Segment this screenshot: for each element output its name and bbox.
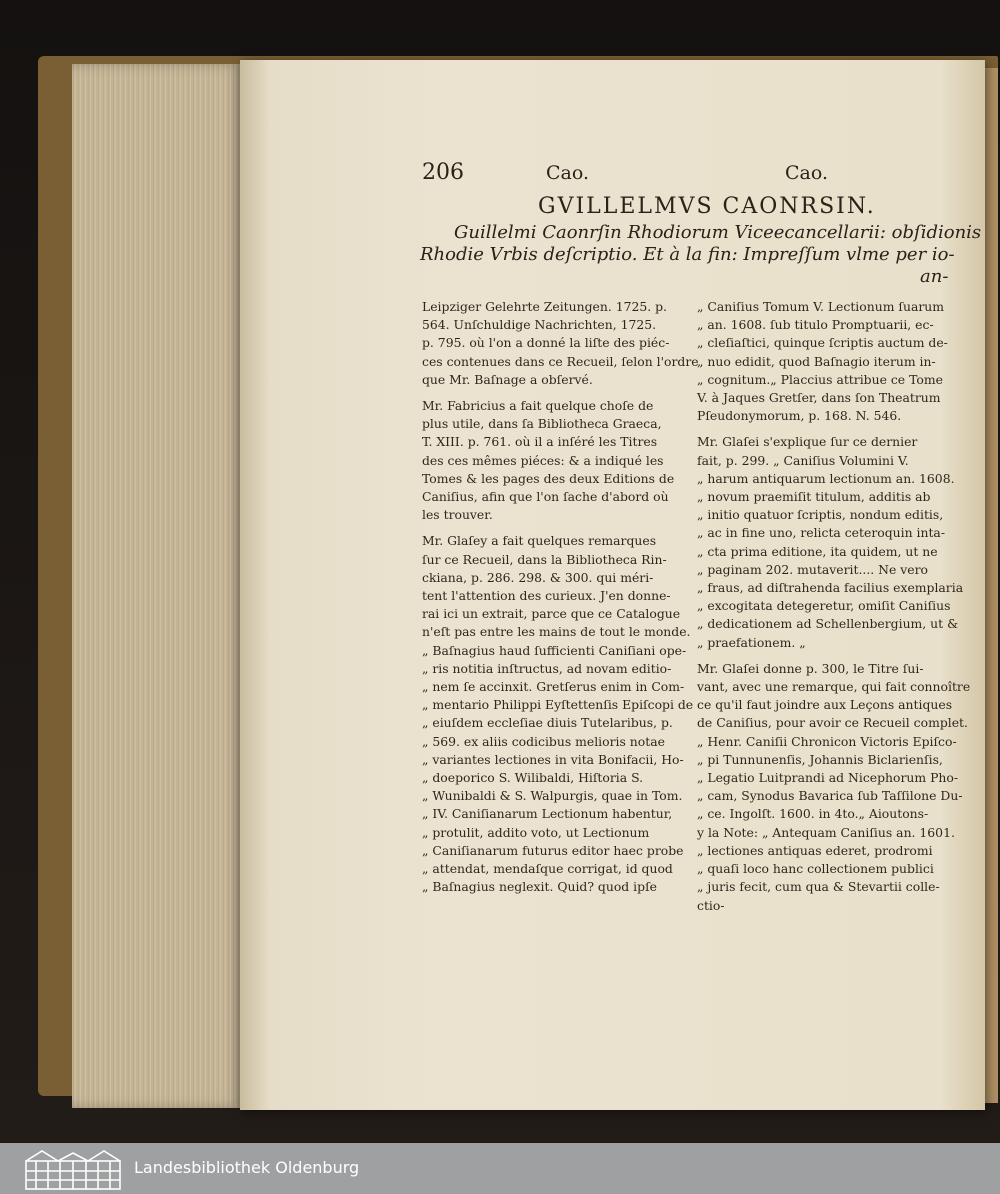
text-line: „ Caniſianarum futurus editor haec probe <box>422 842 684 858</box>
text-line: „ Caniſius Tomum V. Lectionum ſuarum <box>697 299 944 314</box>
text-line: „ juris fecit, cum qua & Stevartii colle- <box>697 879 940 895</box>
text-line: rai ici un extrait, parce que ce Catalogue <box>422 606 681 622</box>
text-line: fait, p. 299. „ Caniſius Volumini V. <box>697 452 909 468</box>
text-line: „ lectiones antiquas ederet, prodromi <box>697 842 933 858</box>
text-line: „ 569. ex aliis codicibus melioris notae <box>422 733 665 749</box>
text-line: plus utile, dans ſa Bibliotheca Graeca, <box>422 416 662 432</box>
running-header-left: Cao. <box>546 162 590 184</box>
page-number: 206 <box>422 160 464 185</box>
text-line: „ excogitata detegeretur, omiſit Caniſius <box>697 598 951 614</box>
page-edges <box>72 64 244 1108</box>
text-line: „ eiuſdem eccleſiae diuis Tutelaribus, p. <box>422 715 673 731</box>
text-line: ces contenues dans ce Recueil, ſelon l'ordre <box>422 353 699 369</box>
text-line: Mr. Glaſei donne p. 300, le Titre ſui- <box>697 660 924 676</box>
text-line: que Mr. Baſnage a obſervé. <box>422 371 593 387</box>
text-line: ce qu'il faut joindre aux Leçons antiques <box>697 697 953 713</box>
text-line: les trouver. <box>422 507 493 523</box>
text-line: „ Baſnagius haud ſufficienti Caniſiani ope- <box>422 642 687 658</box>
text-line: „ nuo edidit, quod Baſnagio iterum in- <box>697 353 936 369</box>
text-line: „ cta prima editione, ita quidem, ut ne <box>697 543 938 559</box>
text-line: p. 795. où l'on a donné la liſte des piéc- <box>422 335 670 351</box>
library-building-icon <box>22 1147 124 1191</box>
text-line: „ ac in fine uno, relicta ceteroquin inta- <box>697 525 946 541</box>
entry-subtitle-line: Rhodie Vrbis deſcriptio. Et à la fin: Impreſſum vlme per io- <box>420 244 955 265</box>
text-line: „ IV. Caniſianarum Lectionum habentur, <box>422 806 673 822</box>
text-line: „ Legatio Luitprandi ad Nicephorum Pho- <box>697 770 959 786</box>
right-cover-edge <box>984 68 998 1103</box>
text-line: Mr. Fabricius a fait quelque choſe de <box>422 398 654 414</box>
text-line: „ mentario Philippi Eyſtettenſis Epiſcopi de <box>422 697 694 713</box>
text-line: „ ris notitia inſtructus, ad novam editio- <box>422 660 672 676</box>
text-line: de Caniſius, pour avoir ce Recueil complet. <box>697 715 968 731</box>
text-line: „ paginam 202. mutaverit.... Ne vero <box>697 561 928 577</box>
entry-subtitle-line: an- <box>920 266 949 287</box>
paragraph <box>697 660 971 915</box>
text-line: „ Baſnagius neglexit. Quid? quod ipſe <box>422 879 657 895</box>
text-line: n'eſt pas entre les mains de tout le monde. <box>422 624 691 640</box>
text-line: „ attendat, mendaſque corrigat, id quod <box>422 861 673 877</box>
text-line: Mr. Glaſei s'explique ſur ce dernier <box>697 434 918 450</box>
text-line: „ cam, Synodus Bavarica ſub Taſſilone Du- <box>697 788 963 804</box>
text-line: „ quaſi loco hanc collectionem publici <box>697 861 934 877</box>
text-line: Caniſius, afin que l'on ſache d'abord où <box>422 489 669 505</box>
text-line: „ cognitum.„ Placcius attribue ce Tome <box>697 371 943 387</box>
text-line: Mr. Glaſey a fait quelques remarques <box>422 533 657 549</box>
text-line: „ pi Tunnunenſis, Johannis Biclarienſis, <box>697 751 943 767</box>
text-line: des ces mêmes piéces: & a indiqué les <box>422 452 664 468</box>
text-line: „ initio quatuor ſcriptis, nondum editis, <box>697 507 944 523</box>
text-line: „ doeporico S. Wilibaldi, Hiſtoria S. <box>422 770 644 786</box>
running-header-right: Cao. <box>785 162 829 184</box>
text-line: y la Note: „ Antequam Caniſius an. 1601. <box>697 824 955 840</box>
text-line: „ cleſiaſtici, quinque ſcriptis auctum de- <box>697 335 948 351</box>
text-line: „ Henr. Caniſii Chronicon Victoris Epiſco- <box>697 733 957 749</box>
paragraph <box>422 397 680 524</box>
text-line: V. à Jaques Gretſer, dans ſon Theatrum <box>697 390 941 406</box>
library-name: Landesbibliothek Oldenburg <box>134 1158 360 1177</box>
library-footer-bar <box>0 1143 1000 1194</box>
text-line: vant, avec une remarque, qui fait connoître <box>697 679 971 695</box>
text-line: „ Wunibaldi & S. Walpurgis, quae in Tom. <box>422 788 683 804</box>
text-line: „ dedicationem ad Schellenbergium, ut & <box>697 616 959 632</box>
text-line: Pſeudonymorum, p. 168. N. 546. <box>697 408 902 424</box>
text-line: ſur ce Recueil, dans la Bibliotheca Rin- <box>422 551 667 567</box>
text-line: „ praefationem. „ <box>697 634 806 650</box>
text-line: „ nem ſe accinxit. Gretſerus enim in Com- <box>422 679 685 695</box>
entry-subtitle-line: Guillelmi Caonrſin Rhodiorum Viceecancellarii: obſidionis <box>454 222 982 243</box>
text-line: „ an. 1608. ſub titulo Promptuarii, ec- <box>697 317 934 333</box>
paragraph <box>422 532 694 896</box>
paragraph <box>697 298 948 425</box>
paragraph <box>697 433 964 651</box>
text-line: ckiana, p. 286. 298. & 300. qui méri- <box>422 569 654 585</box>
left-text-column <box>422 298 699 905</box>
paragraph <box>422 298 699 389</box>
text-line: „ harum antiquarum lectionum an. 1608. <box>697 470 955 486</box>
text-line: „ fraus, ad diſtrahenda facilius exemplaria <box>697 580 964 596</box>
right-text-column <box>697 298 971 923</box>
text-line: T. XIII. p. 761. où il a inſéré les Titres <box>422 434 658 450</box>
text-line: „ variantes lectiones in vita Bonifacii, Ho- <box>422 751 684 767</box>
text-line: „ ce. Ingolſt. 1600. in 4to.„ Aioutons- <box>697 806 929 822</box>
text-line: ctio- <box>697 897 725 913</box>
text-line: Tomes & les pages des deux Editions de <box>422 470 675 486</box>
text-line: „ novum praemiſit titulum, additis ab <box>697 489 931 505</box>
text-line: Leipziger Gelehrte Zeitungen. 1725. p. <box>422 299 667 314</box>
text-line: „ protulit, addito voto, ut Lectionum <box>422 824 650 840</box>
entry-title: GVILLELMVS CAONRSIN. <box>538 194 876 219</box>
text-line: 564. Unſchuldige Nachrichten, 1725. <box>422 317 657 333</box>
text-line: tent l'attention des curieux. J'en donne- <box>422 588 671 604</box>
